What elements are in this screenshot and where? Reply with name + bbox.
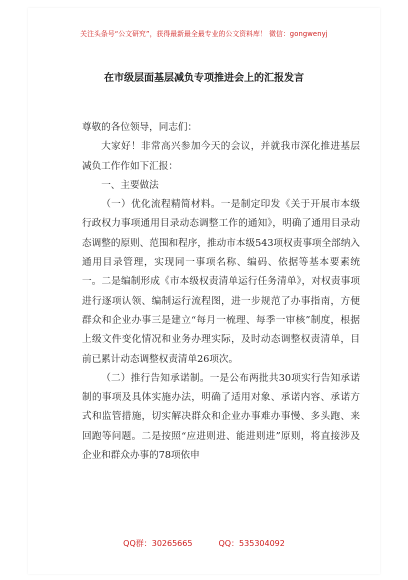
header-promo-note: 关注头条号“公文研究”，获得最新最全最专业的公文资料库！ 微信：gongwenyj [80,30,328,38]
footer-contact [40,538,368,549]
paragraph-item-1: （一）优化流程精简材料。一是制定印发《关于开展市本级行政权力事项通用目录动态调整工作的通知》，明确了通用目录动态调整的原则、范围和程序，推动市本级543项权责事项全部纳入通用目录管理，实现同一事项名称、编码、依据等基本要素统一。二是编制形成《市本级权责清单运行任务清单》，对权责事项进行逐项认领、编制运行流程图，进一步规范了办事指南，方便群众和企业办事三是建立“每月一梳理、每季一审核”制度，根据上级文件变化情况和业务办理实际，及时动态调整权责清单，目前已累计动态调整权责清单26项次。 [82,199,360,365]
footer-qq-number: QQ：535304092 [218,539,285,548]
section-heading: 一、主要做法 [101,179,159,191]
footer-qq-group: QQ群：30265665 [123,539,193,548]
document-title: 在市级层面基层减负专项推进会上的汇报发言 [104,73,304,84]
paragraph-item-2: （二）推行告知承诺制。一是公布两批共30项实行告知承诺制的事项及具体实施办法，明确了适用对象、承诺内容、承诺方式和监管措施，切实解决群众和企业办事难办事慢、多头跑、来回跑等问题。二是按照“应进则进、能进则进”原则，将直接涉及企业和群众办事的78项依申 [82,372,360,462]
salutation: 尊敬的各位领导，同志们： [82,122,198,133]
document-body [82,118,360,465]
paragraph-intro: 大家好！非常高兴参加今天的会议，并就我市深化推进基层减负工作作如下汇报： [82,141,360,172]
